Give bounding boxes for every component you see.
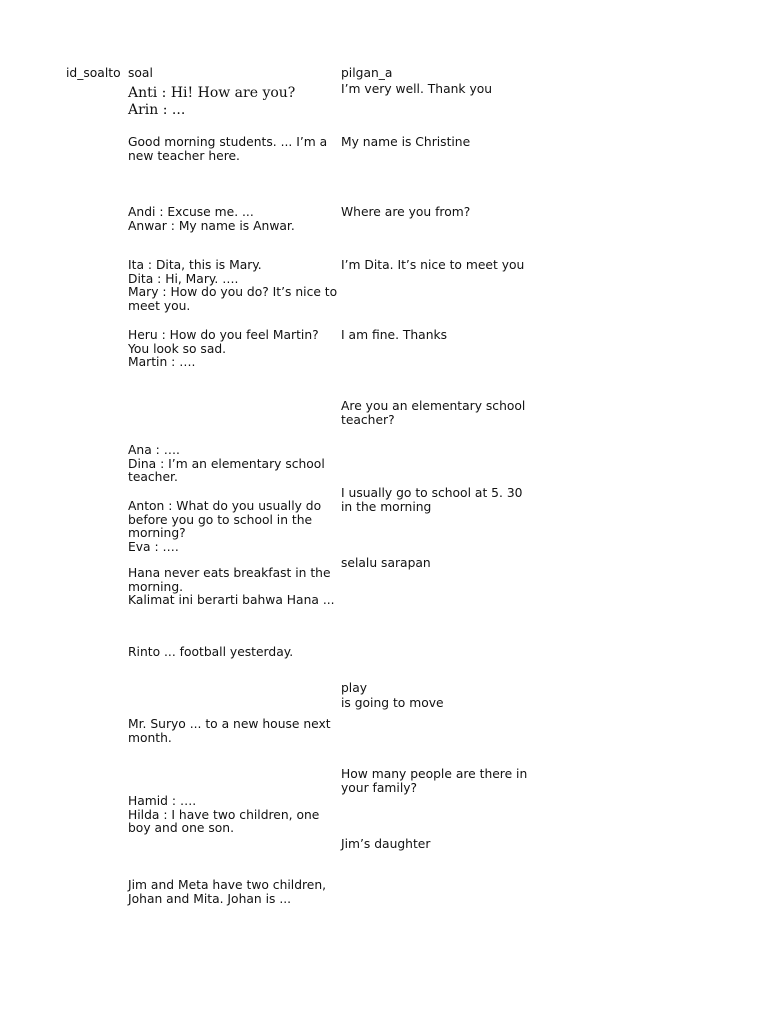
header-soal: soal: [128, 66, 153, 80]
question-5: Heru : How do you feel Martin? You look so sad. Martin : ….: [128, 328, 319, 370]
answer-9: play: [341, 681, 368, 695]
question-3: Andi : Excuse me. ... Anwar : My name is Anwar.: [128, 205, 295, 233]
answer-1: I’m very well. Thank you: [341, 82, 493, 96]
answer-5: I am fine. Thanks: [341, 328, 448, 342]
answer-8: selalu sarapan: [341, 556, 431, 570]
question-12: Jim and Meta have two children, Johan and Mita. Johan is ...: [128, 878, 327, 906]
answer-6: Are you an elementary school teacher?: [341, 399, 526, 427]
question-9: Rinto ... football yesterday.: [128, 645, 294, 659]
answer-2: My name is Christine: [341, 135, 471, 149]
question-10: Mr. Suryo ... to a new house next month.: [128, 717, 331, 745]
question-8: Hana never eats breakfast in the morning. Kalimat ini berarti bahwa Hana ...: [128, 566, 335, 608]
answer-7: I usually go to school at 5. 30 in the morning: [341, 486, 523, 514]
answer-10: is going to move: [341, 696, 444, 710]
answer-3: Where are you from?: [341, 205, 471, 219]
header-pilgan-a: pilgan_a: [341, 66, 393, 80]
header-id-soalto: id_soalto: [66, 66, 121, 80]
question-1: Anti : Hi! How are you? Arin : ...: [128, 85, 296, 118]
answer-11: How many people are there in your family?: [341, 767, 528, 795]
question-4: Ita : Dita, this is Mary. Dita : Hi, Mary. …. Mary : How do you do? It’s nice to meet you.: [128, 258, 338, 313]
question-11: Hamid : …. Hilda : I have two children, one boy and one son.: [128, 794, 320, 836]
question-2: Good morning students. ... I’m a new teacher here.: [128, 135, 328, 163]
question-6: Ana : …. Dina : I’m an elementary school teacher.: [128, 443, 325, 485]
answer-4: I’m Dita. It’s nice to meet you: [341, 258, 525, 272]
answer-12: Jim’s daughter: [341, 837, 431, 851]
question-7: Anton : What do you usually do before you go to school in the morning? Eva : ….: [128, 499, 322, 554]
